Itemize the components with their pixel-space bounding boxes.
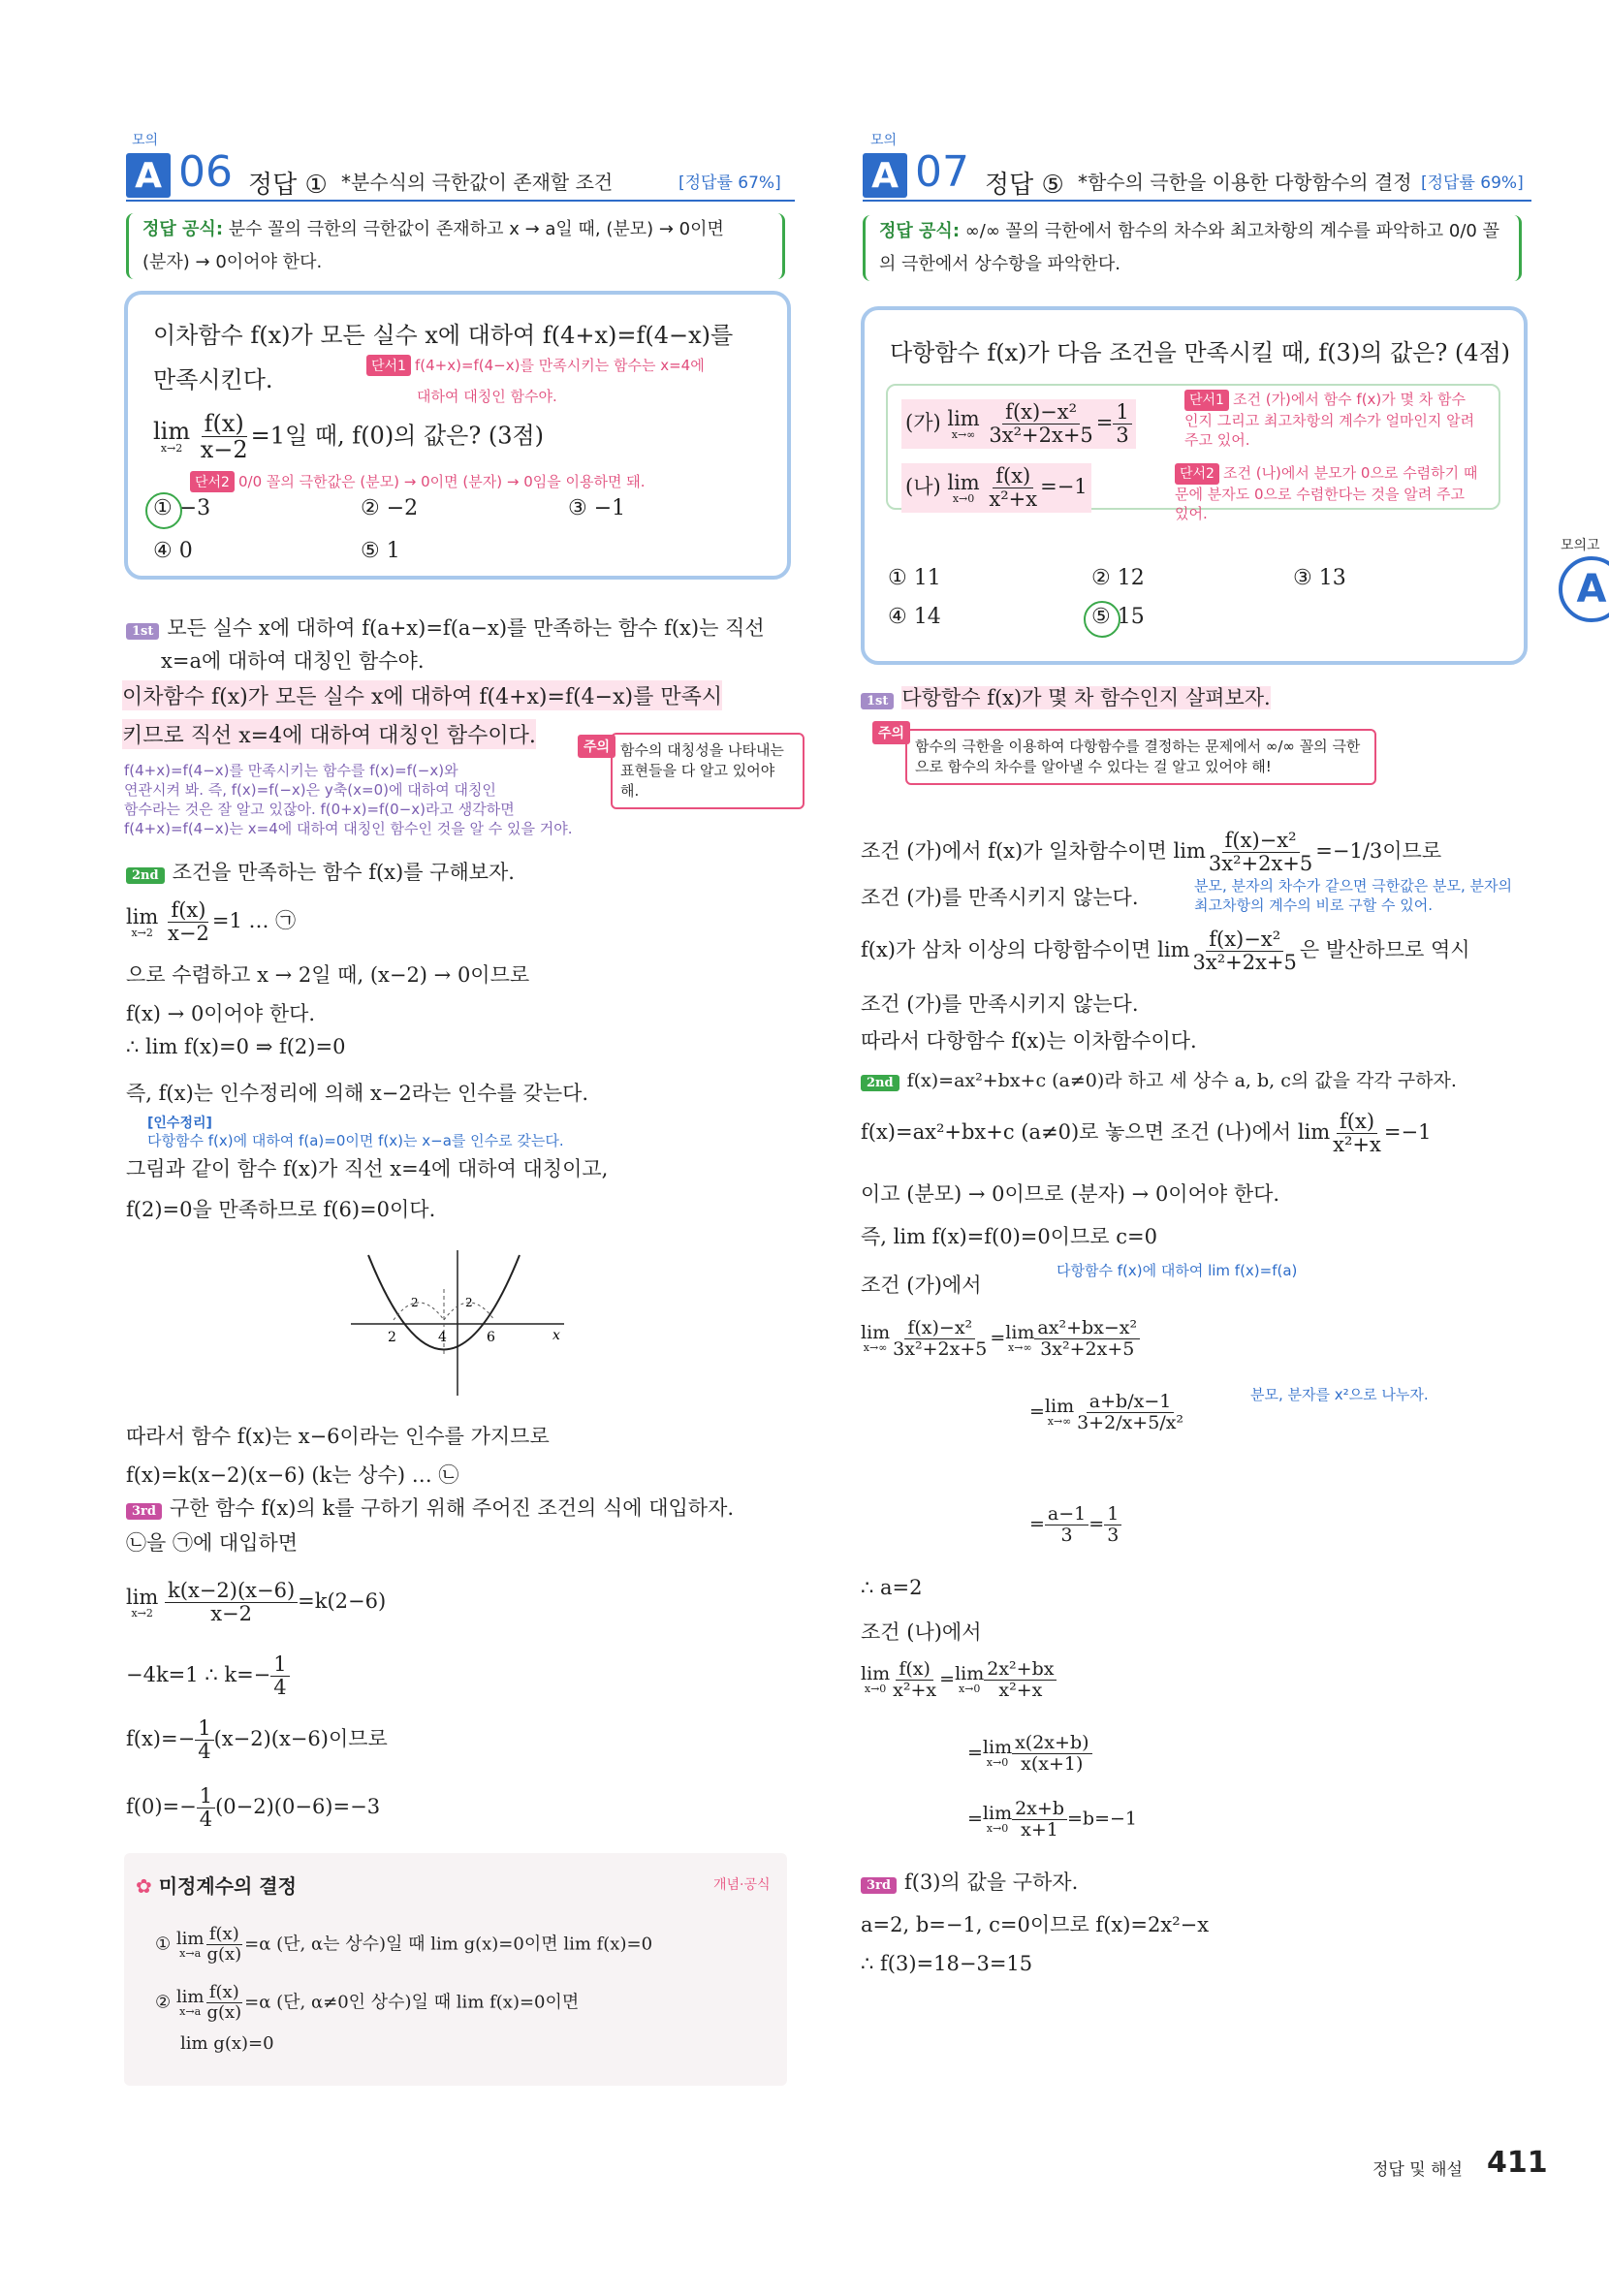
x-label: x xyxy=(552,1328,560,1343)
caution-tag: 주의 xyxy=(578,735,615,758)
factor-theorem-note: 다항함수 f(x)에 대하여 f(a)=0이면 f(x)는 x−a를 인수로 갖는다. xyxy=(147,1132,564,1149)
caution-box xyxy=(905,729,1376,785)
problem-number: 06 xyxy=(178,147,233,197)
concept-item1-text: =α (단, α는 상수)일 때 lim g(x)=0이면 lim f(x)=0 xyxy=(244,1934,653,1955)
step2-l5: 즉, f(x)는 인수정리에 의해 x−2라는 인수를 갖는다. xyxy=(126,1082,589,1105)
topic: *분수식의 극한값이 존재할 조건 xyxy=(341,171,614,194)
b2-note: 분모, 분자의 차수가 같으면 극한값은 분모, 분자의 최고차항의 계수의 비로 구할 수 있어. xyxy=(1194,877,1512,914)
c1: f(x)=ax²+bx+c (a≠0)로 놓으면 조건 (나)에서 lim $\frac{f(x)}{\text{x²+x}}$ =−1 xyxy=(861,1110,1432,1157)
c1-text: f(x)=ax²+bx+c (a≠0)로 놓으면 조건 (나)에서 lim xyxy=(861,1120,1331,1145)
caution-text: 함수의 극한을 이용하여 다항함수를 결정하는 문제에서 ∞/∞ 꼴의 극한으로 함수의 차수를 알아낼 수 있다는 걸 알고 있어야 해! xyxy=(915,738,1361,775)
choice-4[interactable]: ④ 0 xyxy=(153,539,193,563)
hint2 xyxy=(1175,463,1481,523)
choice-2[interactable]: ② −2 xyxy=(361,496,419,520)
b5: 따라서 다항함수 f(x)는 이차함수이다. xyxy=(861,1029,1197,1053)
hint2 xyxy=(190,471,646,492)
c3-note: 다항함수 f(x)에 대하여 lim f(x)=f(a) xyxy=(1057,1262,1298,1279)
hint1-text-a: f(4+x)=f(4−x)를 만족시키는 함수는 x=4에 xyxy=(414,357,705,374)
b1-text-b: =−1/3이므로 xyxy=(1315,839,1442,864)
step3-l1: ㉡을 ㉠에 대입하면 xyxy=(126,1531,299,1555)
b1: 조건 (가)에서 f(x)가 일차함수이면 lim $\frac{\text{f(x)−x²}}{\text{3x²+2x+5}}$ =−1/3이므로 xyxy=(861,829,1442,876)
b4: 조건 (가)를 만족시키지 않는다. xyxy=(861,992,1139,1016)
step1-note1: f(4+x)=f(4−x)를 만족시키는 함수를 f(x)=f(−x)와 xyxy=(124,762,458,779)
step3-eq3: f(x)=− $\frac{1}{4}$ (x−2)(x−6)이므로 xyxy=(126,1716,388,1764)
step3-eq2: −4k=1 ∴ k=− $\frac{1}{4}$ xyxy=(126,1653,290,1699)
concept-item2-text: =α (단, α≠0인 상수)일 때 lim f(x)=0이면 xyxy=(244,1992,580,2013)
step3-tag: 3rd xyxy=(861,1877,897,1894)
formula-line2: (분자) → 0이어야 한다. xyxy=(142,252,323,272)
hint1-text: 조건 (가)에서 함수 f(x)가 몇 차 함수인지 그리고 최고차항의 계수가 얼마인지 알려 주고 있어. xyxy=(1184,391,1475,449)
choice-2[interactable]: ② 12 xyxy=(1091,566,1145,590)
hint2-text: 0/0 꼴의 극한값은 (분모) → 0이면 (분자) → 0임을 이용하면 돼. xyxy=(237,473,646,490)
step2-tag: 2nd xyxy=(861,1075,899,1091)
step3-eq2-text: −4k=1 ∴ k=− xyxy=(126,1663,271,1687)
choice-1[interactable]: ① −3 xyxy=(153,496,211,520)
page-number: 411 xyxy=(1487,2146,1548,2180)
c3: 즉, lim f(x)=f(0)=0이므로 c=0 xyxy=(861,1225,1157,1248)
hint1-tag: 단서1 xyxy=(1184,390,1229,411)
formula-label: 정답 공식: xyxy=(142,219,224,239)
step2-tag: 2nd xyxy=(126,867,165,884)
c7: 조건 (나)에서 xyxy=(861,1620,982,1644)
step3-eq3-text: (x−2)(x−6)이므로 xyxy=(213,1727,388,1751)
c6: ∴ a=2 xyxy=(861,1576,923,1599)
side-tab-text: 모의고 xyxy=(1561,538,1600,553)
step3-eq4: f(0)=− $\frac{1}{4}$ (0−2)(0−6)=−3 xyxy=(126,1784,381,1832)
accuracy-rate: [정답률 67%] xyxy=(678,173,781,193)
flower-icon: ✿ xyxy=(136,1874,152,1898)
step2-l4: ∴ lim f(x)=0 ⇒ f(2)=0 xyxy=(126,1035,346,1058)
tick-4: 4 xyxy=(438,1330,447,1345)
concept-item2: ② lim x→a $\frac{f(x)}{g(x)}$ =α (단, α≠0인 상수)일 때 lim f(x)=0이면 xyxy=(155,1982,580,2023)
step3-eq1-text: =k(2−6) xyxy=(298,1589,387,1614)
c5-note: 분모, 분자를 x²으로 나누자. xyxy=(1250,1386,1429,1403)
step1-title-text: 다항함수 f(x)가 몇 차 함수인지 살펴보자. xyxy=(901,686,1271,709)
hint1 xyxy=(1184,390,1475,450)
step2-eq1-text: =1 … ㉠ xyxy=(211,909,297,933)
step2-l2: 으로 수렴하고 x → 2일 때, (x−2) → 0이므로 xyxy=(126,963,530,987)
c5-eq3: = $\frac{a-1}{3}$ = $\frac{1}{3}$ xyxy=(1029,1504,1121,1546)
caution-text: 함수의 대칭성을 나타내는 표현들을 다 알고 있어야 해. xyxy=(620,741,784,800)
hint1-tag: 단서1 xyxy=(366,355,411,376)
concept-title-text: 미정계수의 결정 xyxy=(158,1874,297,1898)
accuracy-rate: [정답률 69%] xyxy=(1421,173,1524,193)
hint1-text-b: 대하여 대칭인 함수야. xyxy=(417,388,557,405)
formula-line2: 의 극한에서 상수항을 파악한다. xyxy=(879,254,1120,274)
c2: 이고 (분모) → 0이므로 (분자) → 0이어야 한다. xyxy=(861,1182,1280,1206)
step2-l7: f(2)=0을 만족하므로 f(6)=0이다. xyxy=(126,1198,436,1221)
step2-l3: f(x) → 0이어야 한다. xyxy=(126,1002,316,1025)
svg-text:2: 2 xyxy=(465,1296,473,1309)
step3-title-text: 구한 함수 f(x)의 k를 구하기 위해 주어진 조건의 식에 대입하자. xyxy=(169,1496,735,1520)
d1: a=2, b=−1, c=0이므로 f(x)=2x²−x xyxy=(861,1913,1210,1936)
step1-line1 xyxy=(126,613,765,642)
step2-title-text: 조건을 만족하는 함수 f(x)를 구해보자. xyxy=(172,861,515,884)
concept-tag: 개념·공식 xyxy=(713,1877,771,1893)
choice-3[interactable]: ③ −1 xyxy=(568,496,626,520)
concept-item1: ① lim x→a $\frac{f(x)}{g(x)}$ =α (단, α는 상수)일 때 lim g(x)=0이면 lim f(x)=0 xyxy=(155,1924,653,1965)
step1-tag: 1st xyxy=(126,623,159,640)
step2-l9: f(x)=k(x−2)(x−6) (k는 상수) … ㉡ xyxy=(126,1463,459,1487)
step3-title xyxy=(861,1867,1078,1896)
c4: 조건 (가)에서 xyxy=(861,1274,982,1297)
answer-formula-box xyxy=(126,213,785,279)
choice-5[interactable]: ⑤ 1 xyxy=(361,539,400,563)
step1-note2: 연관시켜 봐. 즉, f(x)=f(−x)은 y축(x=0)에 대하여 대칭인 xyxy=(124,781,496,799)
step1-note4: f(4+x)=f(4−x)는 x=4에 대하여 대칭인 함수인 것을 알 수 있을 거야. xyxy=(124,820,573,837)
footer-label: 정답 및 해설 xyxy=(1372,2160,1463,2180)
choice-1[interactable]: ① 11 xyxy=(888,566,941,590)
step1-highlight2: 키므로 직선 x=4에 대하여 대칭인 함수이다. xyxy=(122,719,536,749)
d2: ∴ f(3)=18−3=15 xyxy=(861,1952,1033,1975)
b2: 조건 (가)를 만족시키지 않는다. xyxy=(861,886,1139,909)
c5-eq2: = lim x→∞ $\frac{a+b/x-1}{\text{3+2/x+5/x²}}$ xyxy=(1029,1391,1184,1433)
condition-b-label: (나) xyxy=(905,475,941,499)
c8-eq3: = lim x→0 $\frac{2x+b}{x+1}$ =b=−1 xyxy=(967,1798,1137,1840)
hint2-tag: 단서2 xyxy=(1175,463,1219,485)
b3-text: f(x)가 삼차 이상의 다항함수이면 lim xyxy=(861,938,1190,962)
mock-tag: 모의 xyxy=(132,133,159,148)
choice-4[interactable]: ④ 14 xyxy=(888,605,941,629)
step3-eq1: lim x→2 $\frac{k(x-2)(x-6)}{x-2}$ =k(2−6) xyxy=(126,1579,387,1626)
c1-text-b: =−1 xyxy=(1383,1120,1432,1145)
condition-b: (나) lim x→0 $\frac{f(x)}{\text{x²+x}}$ =−1 xyxy=(901,463,1091,513)
b3: f(x)가 삼차 이상의 다항함수이면 lim $\frac{\text{f(x)−x²}}{\text{3x²+2x+5}}$ 은 발산하므로 역시 xyxy=(861,928,1470,975)
svg-text:2: 2 xyxy=(411,1296,419,1309)
factor-theorem-title: [인수정리] xyxy=(147,1116,212,1131)
step3-title xyxy=(126,1493,734,1522)
question-line1: 이차함수 f(x)가 모든 실수 x에 대하여 f(4+x)=f(4−x)를 xyxy=(153,322,734,349)
step2-title-text: f(x)=ax²+bx+c (a≠0)라 하고 세 상수 a, b, c의 값을 각각 구하자. xyxy=(906,1070,1457,1091)
formula-label: 정답 공식: xyxy=(879,221,961,241)
concept-title xyxy=(136,1871,297,1899)
answer-label: 정답 ⑤ xyxy=(985,171,1064,200)
answer-formula-box xyxy=(863,215,1522,281)
grade-badge: A xyxy=(126,153,171,198)
step1-highlight1: 이차함수 f(x)가 모든 실수 x에 대하여 f(4+x)=f(4−x)를 만족시 xyxy=(122,680,722,710)
topic: *함수의 극한을 이용한 다항함수의 결정 xyxy=(1078,171,1412,194)
choice-5[interactable]: ⑤ 15 xyxy=(1091,605,1145,629)
step2-eq1: lim x→2 $\frac{f(x)}{x-2}$ =1 … ㉠ xyxy=(126,898,297,946)
problem-number: 07 xyxy=(915,147,969,197)
step3-eq4-text: (0−2)(0−6)=−3 xyxy=(215,1795,381,1819)
step1-note3: 함수라는 것은 잘 알고 있잖아. f(0+x)=f(0−x)라고 생각하면 xyxy=(124,801,515,818)
step2-l8: 따라서 함수 f(x)는 x−6이라는 인수를 가지므로 xyxy=(126,1425,550,1448)
question-line1: 다항함수 f(x)가 다음 조건을 만족시킬 때, f(3)의 값은? (4점) xyxy=(890,339,1511,366)
step2-title xyxy=(861,1066,1457,1092)
c5-eq1: lim x→∞ $\frac{\text{f(x)−x²}}{\text{3x²+2x+5}}$ = lim x→∞ $\frac{\text{ax²+bx−x²}}{\text{3x²+2x+5}}$ xyxy=(861,1318,1140,1360)
formula-line1: 분수 꼴의 극한의 극한값이 존재하고 x → a일 때, (분모) → 0이면 xyxy=(228,219,724,239)
hint1 xyxy=(366,355,705,376)
step1-title xyxy=(861,682,1271,711)
question-line2: 만족시킨다. xyxy=(153,366,273,393)
c8-eq2: = lim x→0 $\frac{x(2x+b)}{x(x+1)}$ xyxy=(967,1733,1092,1775)
header-rule xyxy=(126,200,795,202)
caution-box xyxy=(611,733,804,809)
tick-2: 2 xyxy=(388,1330,396,1345)
b1-text: 조건 (가)에서 f(x)가 일차함수이면 lim xyxy=(861,839,1206,864)
parabola-graph xyxy=(341,1250,574,1396)
step1-tag: 1st xyxy=(861,693,894,709)
tick-6: 6 xyxy=(487,1330,495,1345)
hint2-tag: 단서2 xyxy=(190,471,235,492)
b3-text-b: 은 발산하므로 역시 xyxy=(1299,938,1470,962)
caution-tag: 주의 xyxy=(872,721,910,744)
step2-l6: 그림과 같이 함수 f(x)가 직선 x=4에 대하여 대칭이고, xyxy=(126,1157,609,1180)
question-line3-text: =1일 때, f(0)의 값은? (3점) xyxy=(250,422,545,450)
selected-answer-circle xyxy=(1084,601,1120,638)
c8-eq1: lim x→0 $\frac{f(x)}{\text{x²+x}}$ = lim x→0 $\frac{\text{2x²+bx}}{\text{x²+x}}$ xyxy=(861,1659,1057,1701)
hint2-text: 조건 (나)에서 분모가 0으로 수렴하기 때문에 분자도 0으로 수렴한다는 것을 알려 주고 있어. xyxy=(1175,464,1478,522)
grade-badge: A xyxy=(863,153,907,198)
question-line3: lim x→2 $\frac{f(x)}{x-2}$ =1일 때, f(0)의 값은? (3점) xyxy=(153,410,545,464)
step3-title-text: f(3)의 값을 구하자. xyxy=(903,1871,1079,1894)
mock-tag: 모의 xyxy=(870,133,898,148)
answer-label: 정답 ① xyxy=(248,171,328,200)
step3-tag: 3rd xyxy=(126,1503,162,1520)
step2-title xyxy=(126,857,515,886)
step1-line2: x=a에 대하여 대칭인 함수야. xyxy=(161,649,425,673)
condition-a: (가) lim x→∞ $\frac{\text{f(x)−x²}}{\text{3x²+2x+5}}$ = $\frac{1}{3}$ xyxy=(901,399,1136,449)
condition-a-label: (가) xyxy=(905,411,941,435)
concept-item3: lim g(x)=0 xyxy=(180,2033,274,2054)
selected-answer-circle xyxy=(145,492,182,529)
choice-3[interactable]: ③ 13 xyxy=(1293,566,1346,590)
formula-line1: ∞/∞ 꼴의 극한에서 함수의 차수와 최고차항의 계수를 파악하고 0/0 꼴 xyxy=(964,221,1499,241)
step1-text1: 모든 실수 x에 대하여 f(a+x)=f(a−x)를 만족하는 함수 f(x)는 직선 xyxy=(167,616,765,640)
side-tab-badge[interactable]: A xyxy=(1559,556,1609,622)
header-rule xyxy=(863,200,1531,202)
